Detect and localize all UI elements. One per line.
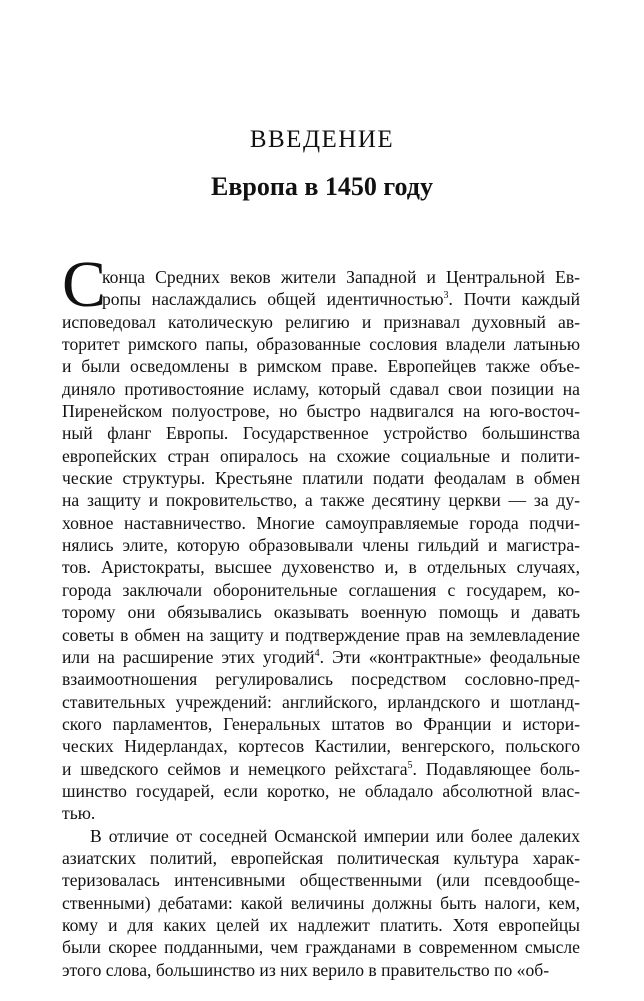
text-line: тов. Аристократы, высшее духовенство и, в отдельных случаях, xyxy=(62,557,580,578)
text-line: ского парламентов, Генеральных штатов во Франции и истори- xyxy=(62,713,580,734)
text-line: торитет римского папы, образованные сословия владели латынью xyxy=(62,334,580,355)
text-line: ственными) дебатами: какой величины должны быть налоги, кем, xyxy=(62,892,580,913)
text-line: и шведского сеймов и немецкого рейхстага$^5$. Подавляющее боль- xyxy=(62,758,580,779)
text-line: кому и для каких целей их надлежит платить. Хотя европейцы xyxy=(62,914,580,935)
footnote-ref: 3 xyxy=(443,290,449,302)
text-line: шинство государей, если коротко, не обладало абсолютной влас- xyxy=(62,780,580,801)
text-line: исповедовал католическую религию и признавал духовный ав- xyxy=(62,311,580,332)
body-text xyxy=(62,266,580,981)
text-line: ховное наставничество. Многие самоуправляемые города подчи- xyxy=(62,512,580,533)
text-line: этого слова, большинство из них верило в правительство по «об- xyxy=(62,959,550,980)
text-line: были скорее подданными, чем гражданами в современном смысле xyxy=(62,937,580,958)
text-line: ропы наслаждались общей идентичностью$^3$. Почти каждый xyxy=(102,289,580,310)
paragraph-1 xyxy=(62,266,580,825)
paragraph-2 xyxy=(62,825,580,981)
chapter-title: ВВЕДЕНИЕ xyxy=(249,126,395,153)
text-line: ставительных учреждений: английского, ирландского и шотланд- xyxy=(62,691,580,712)
text-line: ческие структуры. Крестьяне платили подати феодалам в обмен xyxy=(62,468,580,489)
text-line: ческих Нидерландах, кортесов Кастилии, венгерского, польского xyxy=(62,736,580,757)
text-line: диняло противостояние исламу, который сдавал свои позиции на xyxy=(62,378,580,399)
text-line: теризовалась интенсивными общественными (или псевдообще- xyxy=(62,870,580,891)
text-line: Пиренейском полуострове, но быстро надвигался на юго-восточ- xyxy=(62,401,580,422)
text-line: и были осведомлены в римском праве. Европейцев также объе- xyxy=(62,356,580,377)
drop-cap: С xyxy=(62,248,107,321)
text-line: европейских стран опиралось на схожие социальные и полити- xyxy=(62,445,580,466)
text-line: торому они обязывались оказывать военную помощь и давать xyxy=(62,602,580,623)
section-title: Европа в 1450 году xyxy=(211,172,433,201)
text-line: города заключали оборонительные соглашения с государем, ко- xyxy=(62,579,580,600)
text-line: тью. xyxy=(62,803,96,824)
text-line: нялись элите, которую образовывали члены гильдий и магистра- xyxy=(62,535,580,556)
text-line: В отличие от соседней Османской империи или более далеких xyxy=(90,825,580,846)
text-line: ный фланг Европы. Государственное устройство большинства xyxy=(62,423,580,444)
text-line: советы в обмен на защиту и подтверждение прав на землевладение xyxy=(62,624,580,645)
text-line: конца Средних веков жители Западной и Центральной Ев- xyxy=(102,267,580,287)
footnote-ref: 5 xyxy=(407,759,413,771)
text-line: азиатских политий, европейская политическая культура харак- xyxy=(62,847,580,868)
text-line: взаимоотношения регулировались посредством сословно-пред- xyxy=(62,669,580,690)
text-line: или на расширение этих угодий$^4$. Эти «контрактные» феодальные xyxy=(62,646,581,667)
text-line: на защиту и покровительство, а также десятину церкви — за ду- xyxy=(62,490,580,511)
footnote-ref: 4 xyxy=(314,647,320,659)
